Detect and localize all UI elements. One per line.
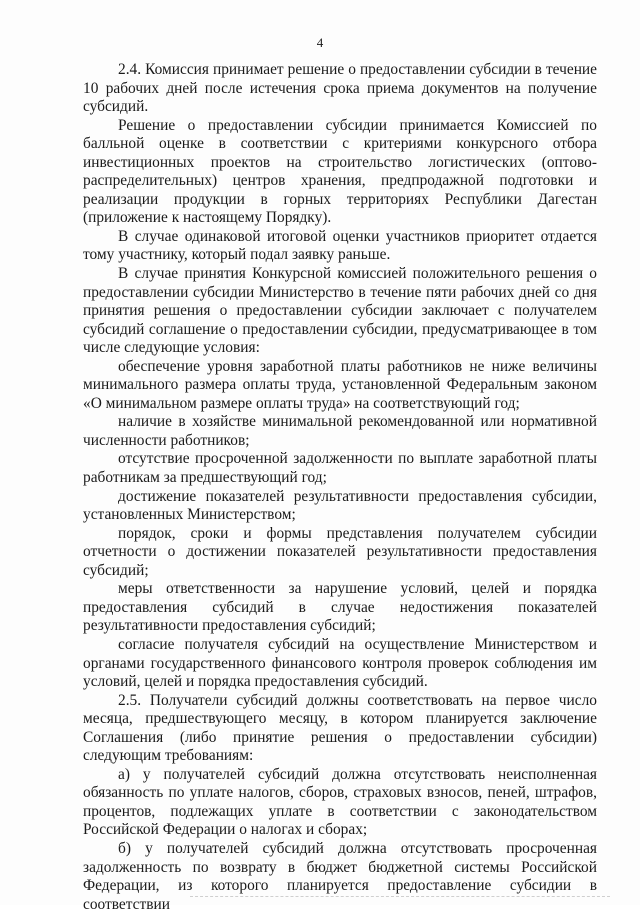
bottom-scan-line bbox=[190, 896, 610, 897]
page-number: 4 bbox=[316, 35, 324, 50]
requirement-b: б) у получателей субсидий должна отсутствовать просроченная задолженность по возврату в бюджет бюджетной системы Российской Федерации, из которого планируется предоставление субсидии в соответствии bbox=[83, 839, 597, 913]
body-text bbox=[83, 61, 597, 914]
paragraph-2-5: 2.5. Получатели субсидий должны соответствовать на первое число месяца, предшествующего месяцу, в котором планируется заключение Соглашения (либо принятие решения о предоставлении субсидии) следующим требованиям: bbox=[83, 691, 597, 765]
paragraph-2-4: 2.4. Комиссия принимает решение о предоставлении субсидии в течение 10 рабочих дней после истечения срока приема документов на получение субсидий. bbox=[83, 61, 597, 116]
condition-liability: меры ответственности за нарушение условий, целей и порядка предоставления субсидий в случае недостижения показателей результативности предоставления субсидий; bbox=[83, 580, 597, 635]
condition-consent-inspections: согласие получателя субсидий на осуществление Министерством и органами государственного финансового контроля проверок соблюдения им условий, целей и порядка предоставления субсидий. bbox=[83, 635, 597, 691]
condition-wage-level: обеспечение уровня заработной платы работников не ниже величины минимального размера оплаты труда, установленной Федеральным законом «О минимальном размере оплаты труда» на соответствующий год; bbox=[83, 357, 597, 412]
paragraph-decision: Решение о предоставлении субсидии принимается Комиссией по балльной оценке в соответствии с критериями конкурсного отбора инвестиционных проектов на строительство логистических (оптово-распределительных) центров хранения, предпродажной подготовки и реализации продукции в горных территориях Республики Дагестан (приложение к настоящему Порядку). bbox=[83, 116, 597, 227]
paragraph-equal-score: В случае одинаковой итоговой оценки участников приоритет отдается тому участнику, который подал заявку раньше. bbox=[83, 227, 597, 264]
paragraph-agreement: В случае принятия Конкурсной комиссией положительного решения о предоставлении субсидии Министерство в течение пяти рабочих дней со дня принятия решения о предоставлении субсидии заключает с получателем субсидий соглашение о предоставлении субсидии, предусматривающее в том числе следующие условия: bbox=[83, 265, 597, 357]
condition-reporting: порядок, сроки и формы представления получателем субсидии отчетности о достижении показателей результативности предоставления субсидий; bbox=[83, 524, 597, 579]
condition-staff-number: наличие в хозяйстве минимальной рекомендованной или нормативной численности работников; bbox=[83, 413, 597, 449]
condition-no-wage-arrears: отсутствие просроченной задолженности по выплате заработной платы работникам за предшествующий год; bbox=[83, 450, 597, 487]
condition-performance-indicators: достижение показателей результативности предоставления субсидии, установленных Министерством; bbox=[83, 487, 597, 524]
requirement-a: а) у получателей субсидий должна отсутствовать неисполненная обязанность по уплате налогов, сборов, страховых взносов, пеней, штрафов, процентов, подлежащих уплате в соответствии с законодательством Российской Федерации о налогах и сборах; bbox=[83, 765, 597, 839]
